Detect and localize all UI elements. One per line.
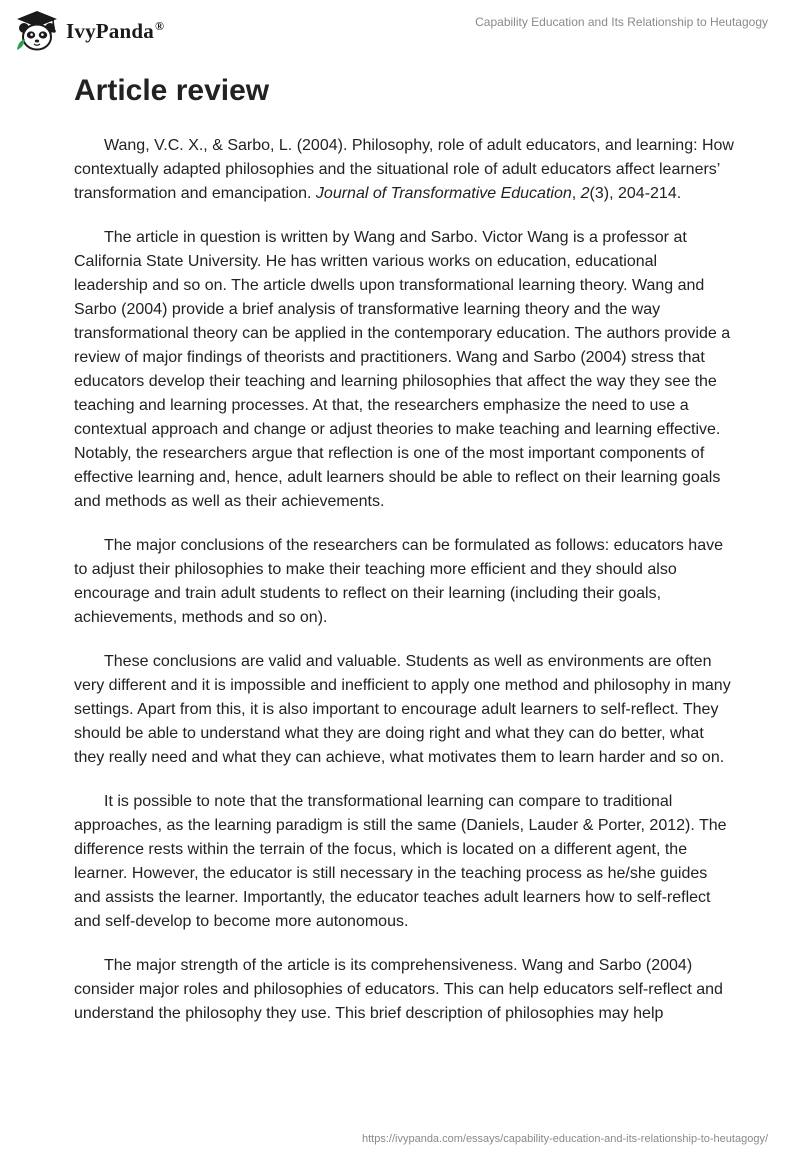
article-body <box>74 74 734 1046</box>
body-paragraph-3: These conclusions are valid and valuable. Students as well as environments are often very different and it is impossible and inefficient to apply one method and philosophy in many settings. Apart from this, it is also important to encourage adult learners to self-reflect. They should be able to understand what they are doing right and what they can do better, what they really need and what they can achieve, what motivates them to learn harder and so on. <box>74 653 731 766</box>
brand-logo[interactable] <box>14 8 164 54</box>
brand-name: IvyPanda® <box>66 18 165 43</box>
citation-journal: Journal of Transformative Education <box>315 185 572 202</box>
panda-graduate-icon <box>14 8 60 54</box>
source-url-link[interactable]: https://ivypanda.com/essays/capability-education-and-its-relationship-to-heutagogy/ <box>362 1133 768 1145</box>
registered-mark: ® <box>154 18 165 33</box>
citation-paragraph <box>74 134 734 206</box>
body-paragraph-2: The major conclusions of the researchers can be formulated as follows: educators have to adjust their philosophies to make their teaching more efficient and they should also encourage and train adult students to reflect on their learning (including their goals, achievements, methods and so on). <box>74 537 723 626</box>
page-header <box>0 0 800 62</box>
body-paragraph-5: The major strength of the article is its comprehensiveness. Wang and Sarbo (2004) consider major roles and philosophies of educators. This can help educators self-reflect and understand the philosophy they use. This brief description of philosophies may help <box>74 957 723 1022</box>
body-paragraph-1: The article in question is written by Wang and Sarbo. Victor Wang is a professor at California State University. He has written various works on education, educational leadership and so on. The article dwells upon transformational learning theory. Wang and Sarbo (2004) provide a brief analysis of transformative learning theory and the way transformational theory can be applied in the contemporary education. The authors provide a review of major findings of theorists and practitioners. Wang and Sarbo (2004) stress that educators develop their teaching and learning philosophies that affect the way they see the teaching and learning processes. At that, the researchers emphasize the need to use a contextual approach and change or adjust theories to make teaching and learning effective. Notably, the researchers argue that reflection is one of the most important components of effective learning and, hence, adult learners should be able to reflect on their learning goals and methods as well as their achievements. <box>74 229 731 510</box>
citation-text: Wang, V.C. X., & Sarbo, L. (2004). Philosophy, role of adult educators, and learning: How contextually adapted philosophies and the situational role of adult educators affect learners’ transformation and emancipation. <box>74 137 734 202</box>
citation-issue-pages: (3), 204-214. <box>589 185 682 202</box>
article-heading: Article review <box>74 74 270 107</box>
document-title: Capability Education and Its Relationship to Heutagogy <box>475 15 768 29</box>
citation-separator: , <box>571 185 581 202</box>
body-paragraph-4: It is possible to note that the transformational learning can compare to traditional approaches, as the learning paradigm is still the same (Daniels, Lauder & Porter, 2012). The difference rests within the terrain of the focus, which is located on a different agent, the learner. However, the educator is still necessary in the teaching process as he/she guides and assists the learner. Importantly, the educator teaches adult learners how to self-reflect and self-develop to become more autonomous. <box>74 793 727 930</box>
citation-volume: 2 <box>580 185 590 202</box>
